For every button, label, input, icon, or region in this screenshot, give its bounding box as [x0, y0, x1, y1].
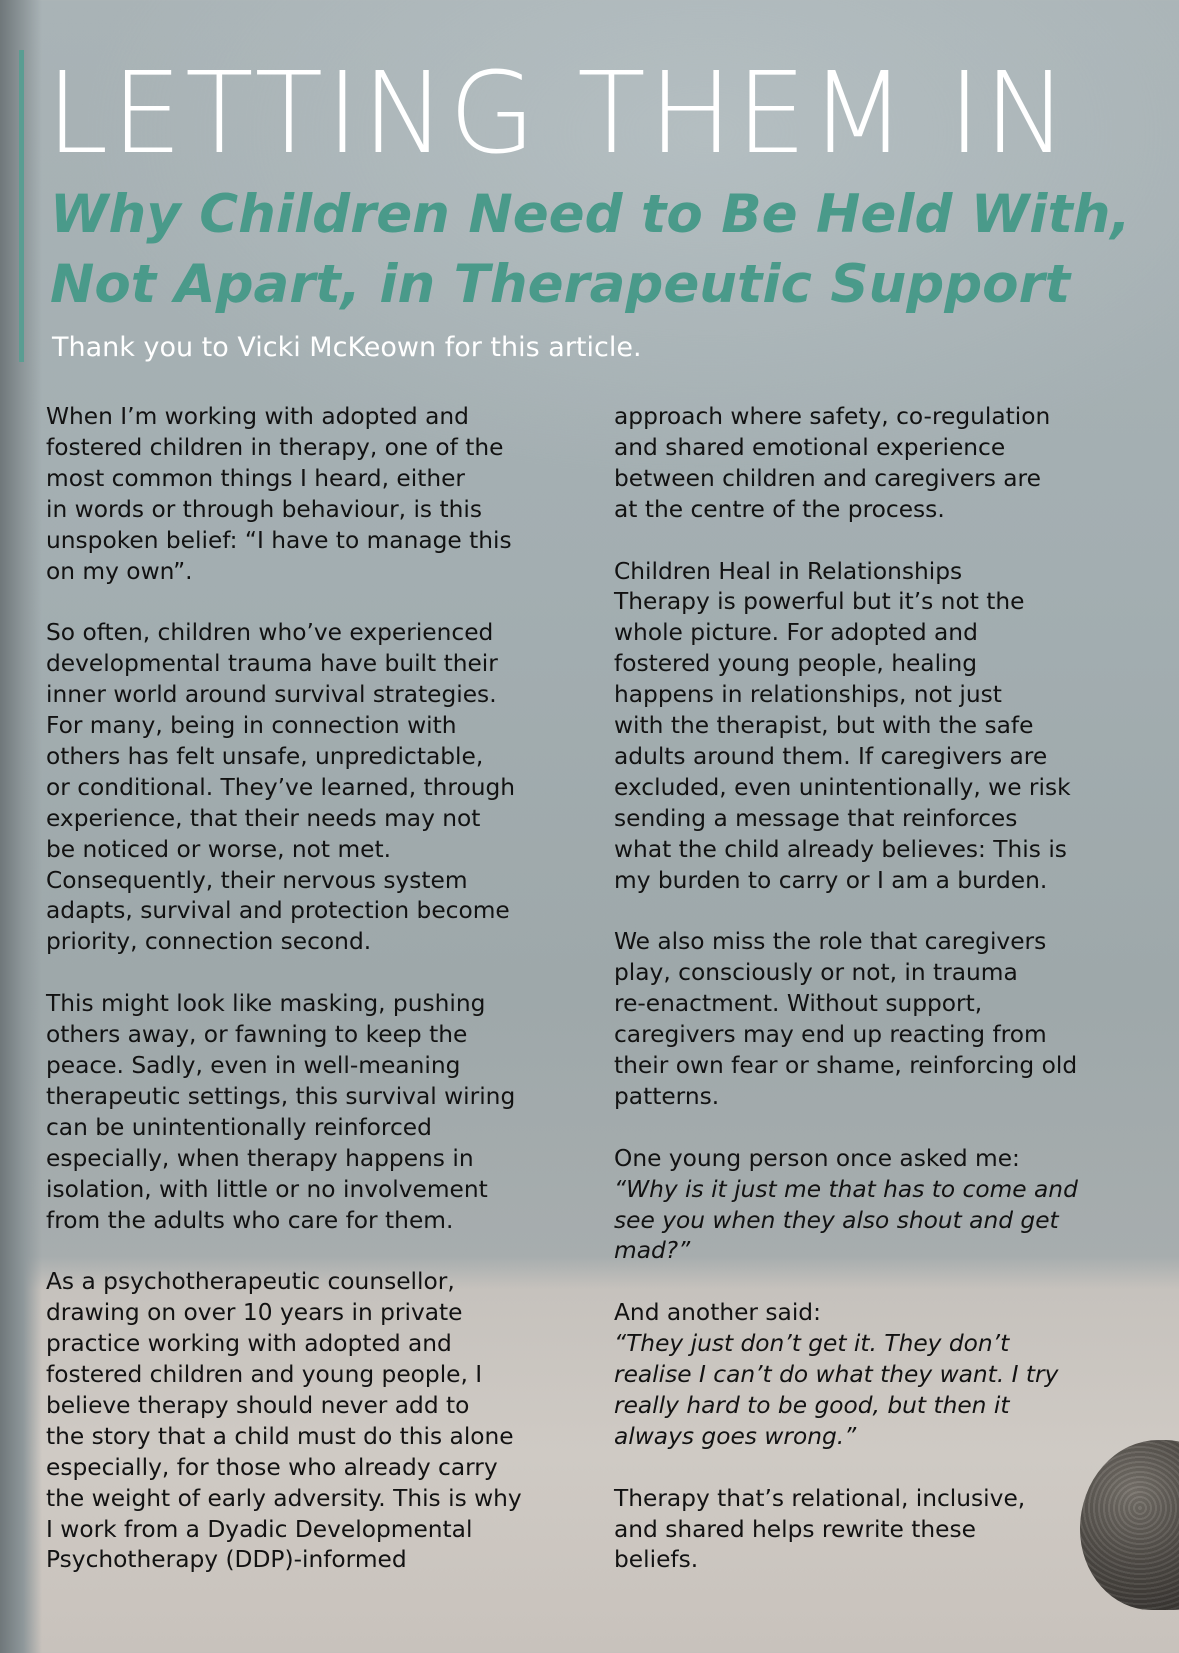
text-line: I work from a Dyadic Developmental	[46, 1515, 473, 1543]
text-line: can be unintentionally reinforced	[46, 1113, 432, 1141]
paragraph-gap	[46, 958, 606, 989]
text-line: believe therapy should never add to	[46, 1391, 470, 1419]
text-line: others away, or fawning to keep the	[46, 1021, 468, 1049]
text-line: When I’m working with adopted and	[46, 403, 469, 430]
paragraph-gap	[46, 1236, 606, 1267]
text-line: others has felt unsafe, unpredictable,	[46, 742, 484, 770]
body-column-right	[614, 402, 1134, 1576]
quote-line: “They just don’t get it. They don’t	[614, 1330, 1010, 1358]
text-line: happens in relationships, not just	[614, 681, 1002, 709]
text-line: be noticed or worse, not met.	[46, 835, 392, 863]
text-line: or conditional. They’ve learned, through	[46, 773, 516, 801]
text-line: patterns.	[614, 1082, 720, 1110]
paragraph-gap	[614, 1267, 1134, 1298]
text-line: We also miss the role that caregivers	[614, 928, 1047, 956]
text-line: and shared emotional experience	[614, 433, 1006, 461]
text-line: adapts, survival and protection become	[46, 897, 510, 925]
text-line: the story that a child must do this alone	[46, 1422, 514, 1450]
text-line: therapeutic settings, this survival wiring	[46, 1082, 516, 1110]
text-line: practice working with adopted and	[46, 1330, 452, 1358]
text-line: adults around them. If caregivers are	[614, 742, 1048, 770]
text-line: This might look like masking, pushing	[46, 990, 486, 1018]
text-line: especially, for those who already carry	[46, 1453, 498, 1481]
text-line: at the centre of the process.	[614, 495, 945, 523]
body-column-left	[46, 402, 606, 1576]
accent-bar	[19, 50, 24, 362]
text-line: isolation, with little or no involvement	[46, 1175, 488, 1203]
text-line: and shared helps rewrite these	[614, 1515, 976, 1543]
text-line: And another said:	[614, 1299, 821, 1327]
text-line: Therapy is powerful but it’s not the	[614, 588, 1025, 616]
paragraph-gap	[614, 1113, 1134, 1144]
text-line: whole picture. For adopted and	[614, 619, 978, 647]
text-line: excluded, even unintentionally, we risk	[614, 773, 1071, 801]
paragraph-gap	[614, 526, 1134, 557]
text-line: from the adults who care for them.	[46, 1206, 454, 1234]
text-line: especially, when therapy happens in	[46, 1144, 474, 1172]
paragraph-gap	[614, 1453, 1134, 1484]
paragraph-gap	[614, 896, 1134, 927]
text-line: on my own”.	[46, 557, 193, 585]
quote-line: see you when they also shout and get	[614, 1206, 1059, 1234]
text-line: developmental trauma have built their	[46, 650, 498, 678]
text-line: For many, being in connection with	[46, 712, 457, 740]
quote-line: “Why is it just me that has to come and	[614, 1175, 1078, 1203]
subtitle-line: Why Children Need to Be Held With,	[50, 184, 1131, 245]
article-title: LETTING THEM IN	[46, 49, 1071, 179]
text-line: in words or through behaviour, is this	[46, 495, 482, 523]
quote-line: really hard to be good, but then it	[614, 1391, 1010, 1419]
text-line: inner world around survival strategies.	[46, 681, 497, 709]
author-credit: Thank you to Vicki McKeown for this article.	[52, 332, 642, 363]
text-line: fostered children in therapy, one of the	[46, 433, 504, 461]
text-line: fostered children and young people, I	[46, 1361, 483, 1389]
text-line: approach where safety, co-regulation	[614, 403, 1051, 430]
text-line: Psychotherapy (DDP)-informed	[46, 1546, 407, 1574]
quote-line: mad?”	[614, 1237, 691, 1265]
text-line: beliefs.	[614, 1546, 699, 1574]
text-line: play, consciously or not, in trauma	[614, 959, 1018, 987]
text-line: experience, that their needs may not	[46, 804, 481, 832]
paragraph-gap	[46, 587, 606, 618]
text-line: fostered young people, healing	[614, 650, 978, 678]
text-line: Therapy that’s relational, inclusive,	[614, 1484, 1026, 1512]
text-line: caregivers may end up reacting from	[614, 1021, 1047, 1049]
text-line: between children and caregivers are	[614, 464, 1041, 492]
text-line: what the child already believes: This is	[614, 835, 1067, 863]
text-line: priority, connection second.	[46, 928, 372, 956]
text-line: most common things I heard, either	[46, 464, 466, 492]
text-line: As a psychotherapeutic counsellor,	[46, 1268, 455, 1296]
text-line: the weight of early adversity. This is why	[46, 1484, 522, 1512]
text-line: drawing on over 10 years in private	[46, 1299, 463, 1327]
text-line: their own fear or shame, reinforcing old	[614, 1052, 1078, 1079]
article-subtitle	[50, 180, 1160, 320]
text-line: Consequently, their nervous system	[46, 866, 468, 894]
text-line: One young person once asked me:	[614, 1144, 1020, 1172]
text-line: my burden to carry or I am a burden.	[614, 866, 1048, 894]
text-line: sending a message that reinforces	[614, 804, 1018, 832]
quote-line: always goes wrong.”	[614, 1422, 857, 1450]
text-line: with the therapist, but with the safe	[614, 712, 1034, 740]
text-line: So often, children who’ve experienced	[46, 619, 494, 647]
text-line: Children Heal in Relationships	[614, 557, 963, 585]
subtitle-line: Not Apart, in Therapeutic Support	[50, 254, 1071, 315]
text-line: peace. Sadly, even in well-meaning	[46, 1052, 461, 1079]
text-line: unspoken belief: “I have to manage this	[46, 526, 512, 554]
text-line: re-enactment. Without support,	[614, 990, 983, 1018]
quote-line: realise I can’t do what they want. I try	[614, 1361, 1059, 1389]
